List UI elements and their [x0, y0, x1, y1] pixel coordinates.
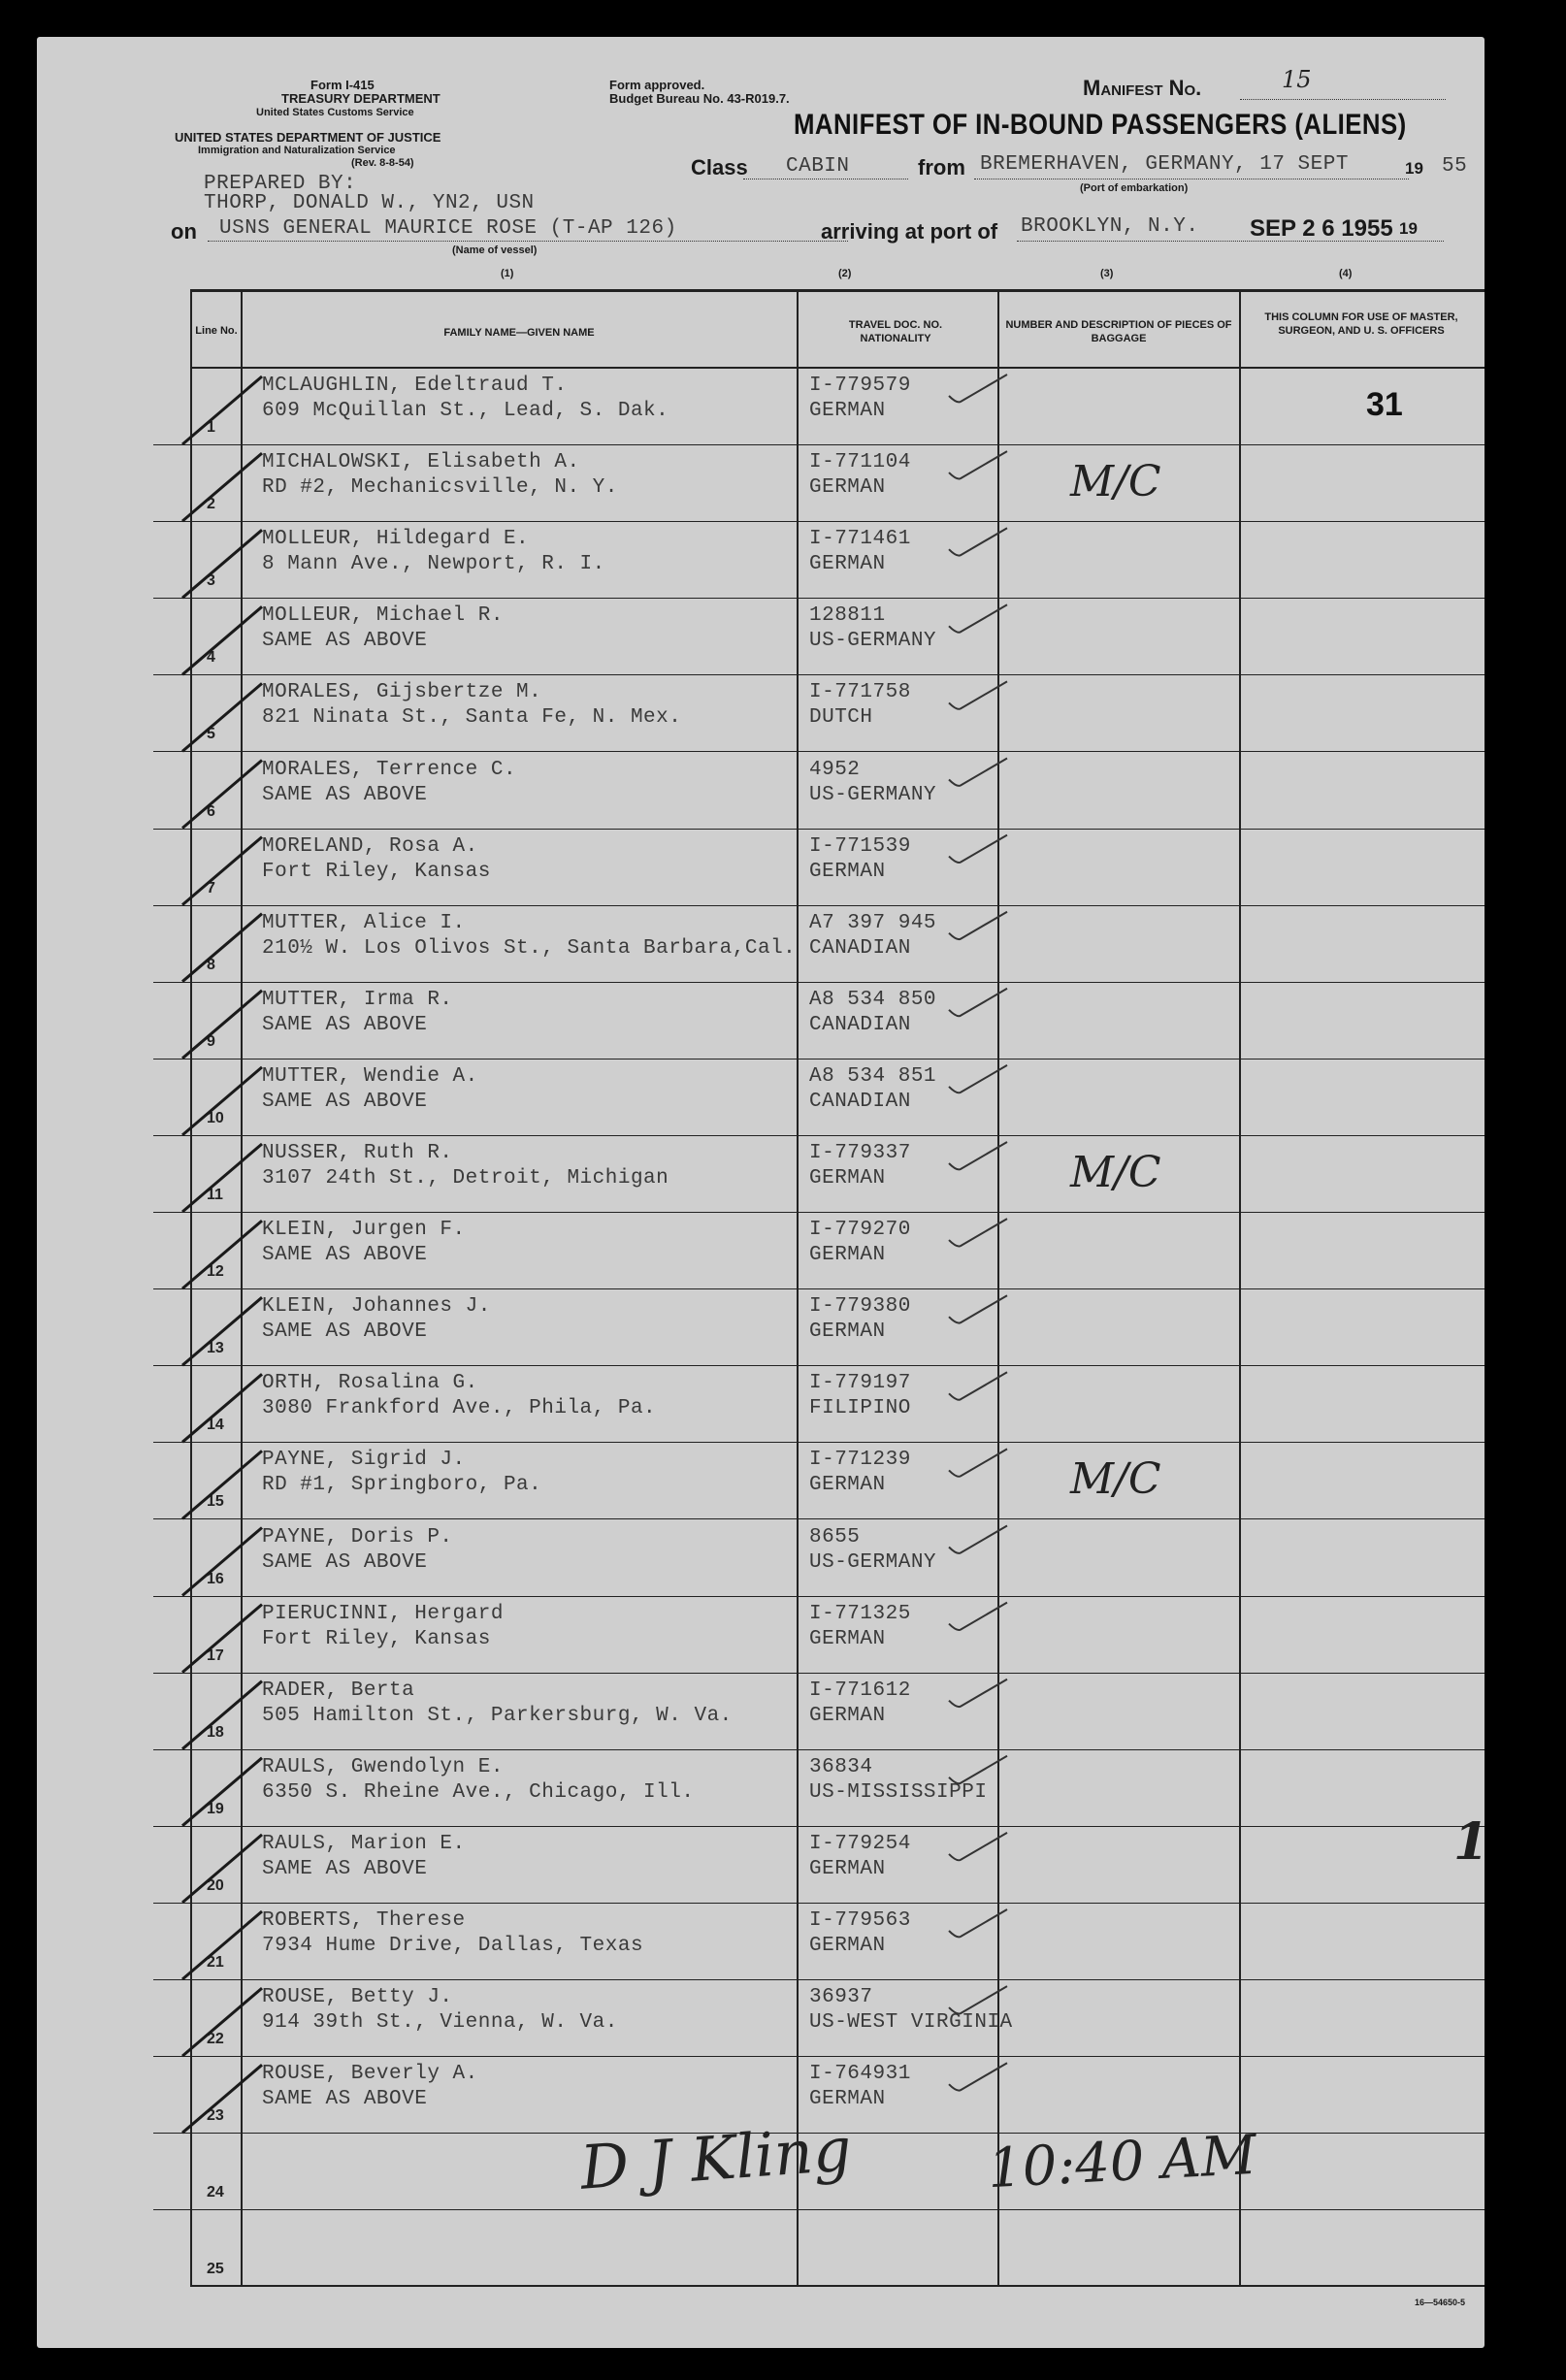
nationality: GERMAN [809, 1244, 886, 1267]
baggage-note: M/C [1070, 1148, 1161, 1197]
travel-doc-number: 8655 [809, 1525, 861, 1549]
line-number: 18 [207, 1723, 224, 1741]
class-label: Class [691, 155, 748, 179]
travel-doc-number: I-771104 [809, 451, 911, 474]
check-slash [182, 1911, 262, 1979]
check-tick [949, 759, 1007, 786]
passenger-address: SAME AS ABOVE [262, 1013, 428, 1036]
line-number: 24 [207, 2184, 224, 2201]
column-number-1: (1) [501, 268, 514, 279]
vessel-caption: (Name of vessel) [452, 245, 538, 256]
check-slash [182, 1681, 262, 1749]
line-number: 13 [207, 1340, 224, 1357]
passenger-address: SAME AS ABOVE [262, 630, 428, 653]
nationality: US-WEST VIRGINIA [809, 2011, 1013, 2035]
line-number: 7 [207, 879, 215, 897]
check-slash [182, 1221, 262, 1288]
check-slash [182, 453, 262, 521]
print-code: 16—54650-5 [1415, 2298, 1466, 2307]
check-tick [949, 1909, 1007, 1937]
passenger-address: 609 McQuillan St., Lead, S. Dak. [262, 400, 669, 422]
check-tick [949, 1449, 1007, 1476]
passenger-address: SAME AS ABOVE [262, 1320, 428, 1344]
nationality: GERMAN [809, 1857, 886, 1880]
passenger-address: SAME AS ABOVE [262, 1857, 428, 1880]
check-tick [949, 681, 1007, 708]
check-slash [182, 1451, 262, 1518]
year-prefix: 19 [1405, 159, 1423, 178]
passenger-address: SAME AS ABOVE [262, 1090, 428, 1113]
passenger-name: MUTTER, Wendie A. [262, 1064, 478, 1088]
nationality: US-GERMANY [809, 783, 937, 806]
manifest-title: MANIFEST OF IN-BOUND PASSENGERS (ALIENS) [794, 109, 1407, 141]
check-slash [182, 530, 262, 598]
line-number: 21 [207, 1954, 224, 1971]
column-number-3: (3) [1100, 268, 1114, 279]
passenger-name: ROUSE, Beverly A. [262, 2063, 478, 2086]
nationality: DUTCH [809, 706, 873, 730]
line-number: 8 [207, 956, 215, 973]
line-number: 6 [207, 802, 215, 820]
passenger-name: ROUSE, Betty J. [262, 1986, 453, 2009]
passenger-name: MOLLEUR, Hildegard E. [262, 528, 530, 551]
check-tick [949, 528, 1007, 555]
passenger-name: MUTTER, Irma R. [262, 988, 453, 1011]
passenger-name: KLEIN, Jurgen F. [262, 1219, 466, 1242]
passenger-address: 210½ W. Los Olivos St., Santa Barbara,Cal. [262, 936, 797, 960]
preparer: THORP, DONALD W., YN2, USN [204, 192, 535, 214]
line-number: 1 [207, 419, 215, 436]
passenger-name: NUSSER, Ruth R. [262, 1142, 453, 1164]
check-tick [949, 1756, 1007, 1783]
travel-doc-number: I-779579 [809, 375, 911, 397]
check-slash [182, 606, 262, 674]
header-travel-doc: TRAVEL DOC. NO. NATIONALITY [848, 319, 943, 344]
passenger-name: MOLLEUR, Michael R. [262, 604, 504, 628]
nationality: CANADIAN [809, 1090, 911, 1113]
check-tick [949, 1833, 1007, 1860]
passenger-address: RD #2, Mechanicsville, N. Y. [262, 476, 618, 500]
line-number: 11 [207, 1187, 223, 1203]
passenger-name: MCLAUGHLIN, Edeltraud T. [262, 375, 568, 397]
passenger-name: ROBERTS, Therese [262, 1909, 466, 1932]
line-number: 15 [207, 1493, 224, 1511]
passenger-address: SAME AS ABOVE [262, 1244, 428, 1267]
line-number: 5 [207, 726, 215, 743]
justice-department: UNITED STATES DEPARTMENT OF JUSTICE [175, 130, 441, 145]
check-slash [182, 2065, 262, 2133]
travel-doc-number: I-771612 [809, 1679, 911, 1702]
travel-doc-number: I-779563 [809, 1909, 911, 1932]
column-number-4: (4) [1339, 268, 1353, 279]
passenger-name: PIERUCINNI, Hergard [262, 1602, 504, 1625]
check-tick [949, 1526, 1007, 1553]
manifest-number: 15 [1282, 66, 1312, 93]
from-label: from [918, 155, 965, 179]
travel-doc-number: I-771239 [809, 1449, 911, 1472]
arrival-port: BROOKLYN, N.Y. [1021, 215, 1199, 238]
nationality: GERMAN [809, 1474, 886, 1497]
check-tick [949, 1295, 1007, 1322]
check-slash [182, 1528, 262, 1596]
travel-doc-number: I-771325 [809, 1602, 911, 1625]
line-number: 17 [207, 1646, 224, 1664]
travel-doc-number: I-779380 [809, 1295, 911, 1319]
travel-doc-number: 4952 [809, 758, 861, 781]
inspection-time: 10:40 AM [986, 2123, 1258, 2201]
passenger-address: Fort Riley, Kansas [262, 1627, 491, 1650]
check-tick [949, 835, 1007, 863]
passenger-name: MORALES, Terrence C. [262, 758, 517, 781]
passenger-address: 821 Ninata St., Santa Fe, N. Mex. [262, 706, 682, 730]
check-tick [949, 604, 1007, 632]
check-slash [182, 1988, 262, 2056]
passenger-address: SAME AS ABOVE [262, 2088, 428, 2111]
column-number-2: (2) [838, 268, 852, 279]
arrival-year-prefix: 19 [1399, 219, 1418, 238]
check-tick [949, 989, 1007, 1016]
line-number: 23 [207, 2107, 224, 2125]
nationality: US-MISSISSIPPI [809, 1780, 988, 1804]
check-tick [949, 451, 1007, 478]
year-value: 55 [1442, 155, 1468, 178]
arrival-stamp: SEP 2 6 1955 [1250, 215, 1393, 242]
line-number: 2 [207, 496, 215, 513]
travel-doc-number: 128811 [809, 604, 886, 628]
vessel-name: USNS GENERAL MAURICE ROSE (T-AP 126) [219, 217, 677, 240]
header-line-no: Line No. [195, 325, 238, 337]
passenger-address: SAME AS ABOVE [262, 783, 428, 806]
nationality: GERMAN [809, 2088, 886, 2111]
travel-doc-number: I-771461 [809, 528, 911, 551]
nationality: US-GERMANY [809, 630, 937, 653]
travel-doc-number: A8 534 851 [809, 1064, 937, 1088]
line-number: 14 [207, 1417, 224, 1434]
line-number: 3 [207, 572, 215, 590]
line-number: 19 [207, 1800, 224, 1817]
nationality: FILIPINO [809, 1397, 911, 1420]
budget-bureau: Budget Bureau No. 43-R019.7. [609, 91, 790, 106]
check-tick [949, 1372, 1007, 1399]
nationality: GERMAN [809, 1320, 886, 1344]
line-number: 9 [207, 1032, 215, 1050]
passenger-name: RAULS, Marion E. [262, 1832, 466, 1855]
form-approved: Form approved. [609, 78, 705, 92]
passenger-name: MORALES, Gijsbertze M. [262, 681, 542, 704]
check-slash [182, 991, 262, 1059]
check-tick [949, 1142, 1007, 1169]
nationality: GERMAN [809, 553, 886, 576]
check-slash [182, 1374, 262, 1442]
officer-signature: D J Kling [577, 2113, 854, 2203]
line-number: 12 [207, 1263, 224, 1281]
nationality: GERMAN [809, 400, 886, 422]
ins-service: Immigration and Naturalization Service [198, 145, 396, 156]
check-slash [182, 1758, 262, 1826]
check-slash [182, 1605, 262, 1673]
line-number: 10 [207, 1109, 224, 1126]
nationality: GERMAN [809, 476, 886, 500]
port-embarkation-caption: (Port of embarkation) [1080, 182, 1189, 194]
nationality: GERMAN [809, 1935, 886, 1957]
manifest-sheet [37, 37, 1489, 2348]
travel-doc-number: I-771539 [809, 834, 911, 858]
header-name: FAMILY NAME—GIVEN NAME [443, 327, 595, 339]
travel-doc-number: A8 534 850 [809, 988, 937, 1011]
check-slash [182, 1144, 262, 1212]
nationality: GERMAN [809, 1627, 886, 1650]
passenger-address: 3080 Frankford Ave., Phila, Pa. [262, 1397, 657, 1420]
treasury-department: TREASURY DEPARTMENT [281, 91, 440, 106]
passenger-name: PAYNE, Doris P. [262, 1525, 453, 1549]
check-slash [182, 761, 262, 829]
passenger-address: 7934 Hume Drive, Dallas, Texas [262, 1935, 644, 1957]
check-slash [182, 1067, 262, 1135]
line-number: 25 [207, 2261, 224, 2278]
check-tick [949, 1986, 1007, 2013]
passenger-name: RADER, Berta [262, 1679, 415, 1702]
passenger-name: RAULS, Gwendolyn E. [262, 1755, 504, 1778]
passenger-name: MUTTER, Alice I. [262, 911, 466, 934]
passenger-address: RD #1, Springboro, Pa. [262, 1474, 542, 1497]
passenger-address: SAME AS ABOVE [262, 1550, 428, 1574]
baggage-note: M/C [1070, 1454, 1161, 1505]
check-slash [182, 837, 262, 905]
check-slash [182, 683, 262, 751]
nationality: CANADIAN [809, 1013, 911, 1036]
travel-doc-number: I-779197 [809, 1372, 911, 1395]
check-tick [949, 912, 1007, 939]
check-marks-overlay [37, 37, 1484, 2348]
nationality: US-GERMANY [809, 1550, 937, 1574]
travel-doc-number: I-779270 [809, 1219, 911, 1242]
on-label: on [171, 219, 197, 244]
class-value: CABIN [786, 155, 850, 178]
baggage-note: M/C [1070, 457, 1161, 507]
check-tick [949, 1603, 1007, 1630]
travel-doc-number: I-764931 [809, 2063, 911, 2086]
check-tick [949, 375, 1007, 402]
customs-service: United States Customs Service [256, 107, 414, 118]
check-tick [949, 1679, 1007, 1707]
passenger-name: MORELAND, Rosa A. [262, 834, 478, 858]
passenger-address: 6350 S. Rheine Ave., Chicago, Ill. [262, 1780, 695, 1804]
line-number: 4 [207, 649, 215, 667]
arriving-label: arriving at port of [821, 219, 998, 244]
passenger-name: ORTH, Rosalina G. [262, 1372, 478, 1395]
passenger-address: 3107 24th St., Detroit, Michigan [262, 1167, 669, 1190]
travel-doc-number: 36834 [809, 1755, 873, 1778]
margin-mark: 1 [1453, 1812, 1489, 1872]
check-slash [182, 1835, 262, 1903]
nationality: GERMAN [809, 1704, 886, 1727]
line-number: 22 [207, 2031, 224, 2048]
check-tick [949, 1065, 1007, 1092]
line-number: 20 [207, 1876, 224, 1894]
header-officers: THIS COLUMN FOR USE OF MASTER, SURGEON, AND U. S. OFFICERS [1264, 311, 1458, 337]
header-baggage: NUMBER AND DESCRIPTION OF PIECES OF BAGGAGE [1005, 319, 1232, 344]
prepared-by: PREPARED BY: [204, 173, 357, 195]
travel-doc-number: A7 397 945 [809, 911, 937, 934]
nationality: GERMAN [809, 860, 886, 883]
check-tick [949, 2063, 1007, 2090]
travel-doc-number: I-771758 [809, 681, 911, 704]
passenger-address: Fort Riley, Kansas [262, 860, 491, 883]
passenger-name: KLEIN, Johannes J. [262, 1295, 491, 1319]
line-number: 16 [207, 1570, 224, 1587]
officer-note: 31 [1366, 386, 1403, 423]
revision: (Rev. 8-8-54) [351, 157, 414, 169]
check-slash [182, 376, 262, 444]
embarkation-port: BREMERHAVEN, GERMANY, 17 SEPT [980, 153, 1349, 176]
passenger-address: 914 39th St., Vienna, W. Va. [262, 2011, 618, 2035]
travel-doc-number: 36937 [809, 1986, 873, 2009]
passenger-address: 8 Mann Ave., Newport, R. I. [262, 553, 605, 576]
nationality: GERMAN [809, 1167, 886, 1190]
nationality: CANADIAN [809, 936, 911, 960]
travel-doc-number: I-779254 [809, 1832, 911, 1855]
passenger-name: PAYNE, Sigrid J. [262, 1449, 466, 1472]
check-slash [182, 1297, 262, 1365]
check-slash [182, 914, 262, 982]
manifest-label: Manifest No. [1083, 76, 1202, 100]
form-number: Form I-415 [310, 78, 375, 92]
passenger-address: 505 Hamilton St., Parkersburg, W. Va. [262, 1704, 733, 1727]
passenger-name: MICHALOWSKI, Elisabeth A. [262, 451, 580, 474]
check-tick [949, 1219, 1007, 1246]
travel-doc-number: I-779337 [809, 1142, 911, 1164]
